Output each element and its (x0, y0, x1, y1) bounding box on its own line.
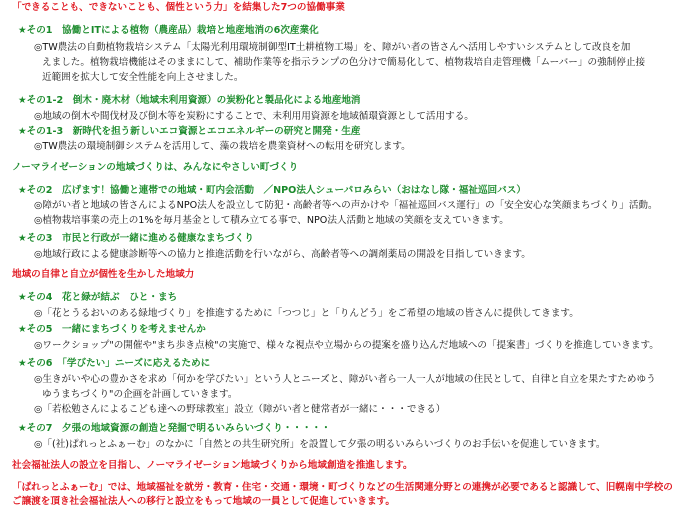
section-heading-2: ★その2 広げます！協働と連帯での地域・町内会活動 ／NPO法人シューパロみらい（おはなし隊・福祉巡回バス） (18, 185, 526, 196)
section-2-line-1: ◎障がい者と地域の皆さんによるNPO法人を設立して防犯・高齢者等への声かけや「福祉巡回バス運行」の「安全安心な笑顔まちづくり」活動。 (34, 200, 658, 211)
normalization-heading: ノーマライゼーションの地域づくりは、みんなにやさしい町づくり (12, 162, 299, 173)
footer-line-2: ご譲渡を頂き社会福祉法人への移行と設立をもって地域の一員として促進していきます。 (12, 496, 395, 507)
section-3-line-1: ◎地域行政による健康診断等への協力と推進活動を行いながら、高齢者等への調剤薬局の開設を目指していきます。 (34, 249, 531, 260)
section-6-line-1: ◎生きがいや心の豊かさを求め「何かを学びたい」という人とニーズと、障がい者ら一人一人が地域の住民として、自律と自立を果たすためゆう (34, 374, 656, 385)
section-1-line-2: えました。植物栽培機能はそのままにして、補助作業等を指示ランプの色分けで簡易化して、植物栽培自走管理機「ムーバー」の強制停止接 (42, 57, 646, 68)
section-6-line-2: ゆうまちづくり"の企画を計画していきます。 (42, 389, 238, 400)
section-heading-1-3: ★その1-3 新時代を担う新しいエコ資源とエコエネルギーの研究と開発・生産 (18, 126, 361, 137)
section-heading-3: ★その3 市民と行政が一緒に進める健康なまちづくり (18, 233, 254, 244)
footer-heading: 社会福祉法人の設立を目指し、ノーマライゼーション地域づくりから地域創造を推進します。 (12, 460, 413, 471)
section-heading-6: ★その6 「学びたい」ニーズに応えるために (18, 358, 211, 369)
section-6-line-3: ◎「若松勉さんによるこども達への野球教室」設立（障がい者と健常者が一緒に・・・できる） (34, 404, 446, 415)
section-7-line-1: ◎「(社)ぱれっとふぁーむ」のなかに「自然との共生研究所」を設置して夕張の明るいみらいづくりのお手伝いを促進していきます。 (34, 439, 606, 450)
section-2-line-2: ◎植物栽培事業の売上の1%を毎月基金として積み立てる事で、NPO法人活動と地域の笑顔を支えていきます。 (34, 215, 509, 226)
document-title: 「できることも、できないことも、個性という力」を結集した7つの協働事業 (12, 2, 345, 13)
autonomy-heading: 地域の自律と自立が個性を生かした地域力 (12, 269, 195, 280)
section-heading-5: ★その5 一緒にまちづくりを考えませんか (18, 324, 206, 335)
section-1-line-1: ◎TW農法の自動植物栽培システム「太陽光利用環境制御型IT土耕植物工場」を、障がい者の皆さんへ活用しやすいシステムとして改良を加 (34, 42, 631, 53)
section-1-line-3: 近範囲を拡大して安全性能を向上させました。 (42, 72, 244, 83)
section-heading-4: ★その4 花と緑が結ぶ ひと・まち (18, 292, 178, 303)
section-heading-7: ★その7 夕張の地域資源の創造と発掘で明るいみらいづくり・・・・・ (18, 423, 331, 434)
section-heading-1-2: ★その1-2 倒木・廃木材（地域未利用資源）の炭粉化と製品化による地産地消 (18, 95, 361, 106)
section-5-line-1: ◎ワークショップ"の開催や"まち歩き点検"の実施で、様々な視点や立場からの提案を盛り込んだ地域への「提案書」づくりを推進していきます。 (34, 340, 659, 351)
section-heading-1: ★その1 協働とITによる植物（農産品）栽培と地産地消の6次産業化 (18, 25, 319, 36)
footer-line-1: 「ぱれっとふぁーむ」では、地域福祉を就労・教育・住宅・交通・環境・町づくりなどの生活関連分野との連携が必要であると認識して、旧幌南中学校の (12, 482, 673, 493)
section-1-2-line-1: ◎地域の倒木や間伐材及び倒木等を炭粉にすることで、未利用用資源を地域循環資源として活用する。 (34, 111, 474, 122)
section-4-line-1: ◎「花とうるおいのある緑地づくり」を推進するために「つつじ」と「りんどう」をご希望の地域の皆さんに提供してきます。 (34, 308, 579, 319)
section-1-3-line-1: ◎TW農法の環境制御システムを活用して、藻の栽培を農業資材への転用を研究します。 (34, 141, 411, 152)
